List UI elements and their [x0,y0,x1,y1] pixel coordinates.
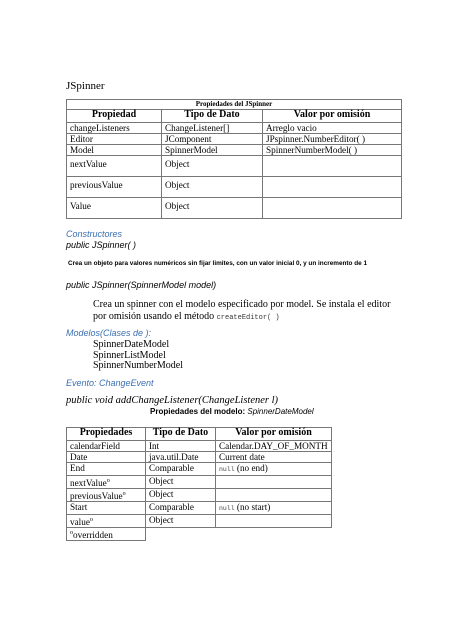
column-header: Valor por omisión [263,110,402,123]
table-cell [216,502,332,515]
table-cell: SpinnerModel [162,145,263,156]
column-header: Tipo de Dato [146,428,216,441]
table-cell: Object [162,156,263,177]
table-row [67,502,332,515]
table-cell: Object [146,489,216,502]
table-cell: Start [67,502,146,515]
table-row [67,441,332,452]
table-cell [67,476,146,489]
table-cell: Calendar.DAY_OF_MONTH [216,441,332,452]
table-row [67,198,402,219]
table-cell: java.util.Date [146,452,216,463]
table-cell: calendarField [67,441,146,452]
table-row [67,463,332,476]
constructor-description [93,299,403,324]
page-title: JSpinner [66,80,105,92]
value-text: (no start) [234,502,271,513]
table-cell: Int [146,441,216,452]
table-cell: JPspinner.NumberEditor( ) [263,134,402,145]
column-header: Valor por omisión [216,428,332,441]
constructors-heading: Constructores [66,229,123,239]
table-row [67,177,402,198]
event-method-signature: public void addChangeListener(ChangeListener l) [66,395,279,406]
table-row [67,515,332,528]
column-header: Tipo de Dato [162,110,263,123]
table-cell: Object [162,198,263,219]
overridden-marker: o [122,491,126,498]
table-cell: Date [67,452,146,463]
code-snippet: null [219,466,235,473]
table-cell [216,515,332,528]
table-row [67,489,332,502]
table-cell: Comparable [146,502,216,515]
table-cell [67,515,146,528]
prop-name: nextValue [70,478,107,489]
list-item: SpinnerDateModel [93,339,170,350]
model-table-caption [150,407,314,416]
table-cell: Current date [216,452,332,463]
table-cell: Object [162,177,263,198]
table-cell: previousValue [67,177,162,198]
constructor-signature: public JSpinner(SpinnerModel model) [66,280,217,290]
table-cell [263,198,402,219]
empty-cell [216,528,332,541]
table-cell [67,489,146,502]
table-cell: End [67,463,146,476]
table-cell: Object [146,515,216,528]
caption-prefix: Propiedades del modelo: [150,407,248,416]
table-row [67,476,332,489]
value-text: (no end) [234,463,268,473]
table-row [67,123,402,134]
footnote-marker: o [70,530,73,537]
table-cell [216,463,332,476]
table-cell: ChangeListener[] [162,123,263,134]
table-cell: nextValue [67,156,162,177]
code-snippet: null [219,505,235,513]
overridden-marker: o [89,517,93,524]
empty-cell [146,528,216,541]
table-cell [263,177,402,198]
models-list [93,340,183,372]
code-snippet: createEditor( ) [216,314,280,322]
table-cell: Object [146,476,216,489]
models-heading: Modelos(Clases de ): [66,328,152,338]
table-cell: JComponent [162,134,263,145]
table-cell: Value [67,198,162,219]
list-item: SpinnerListModel [93,349,166,361]
description-text: Crea un spinner con el modelo especificado por model. Se instala el editor por omisión usando el método [93,299,391,322]
prop-name: value [70,517,90,528]
constructor-signature: public JSpinner( ) [66,240,137,250]
table-row [67,134,402,145]
table-row [67,156,402,177]
table-cell: Editor [67,134,162,145]
list-item: SpinnerNumberModel [93,360,183,371]
overridden-marker: o [106,478,110,484]
table-cell: SpinnerNumberModel( ) [263,145,402,156]
table-cell: Comparable [146,463,216,476]
column-header: Propiedades [67,428,146,441]
prop-name: previousValue [70,491,123,502]
table-cell [263,156,402,177]
constructor-description: Crea un objeto para valores numéricos sin fijar limites, con un valor inicial 0, y un incremento de 1 [68,260,368,267]
column-header: Propiedad [67,110,162,123]
caption-model-name: SpinnerDateModel [247,407,314,416]
table-cell [216,489,332,502]
spinnerdatemodel-properties-table [66,427,332,541]
jspinner-properties-table [66,99,402,219]
table-row [67,452,332,463]
table-row [67,145,402,156]
table-caption: Propiedades del JSpinner [67,100,402,110]
table-cell: Model [67,145,162,156]
table-cell [67,528,146,541]
table-cell: changeListeners [67,123,162,134]
table-cell [216,476,332,489]
table-row [67,528,332,541]
footnote-text: overridden [73,530,113,541]
event-heading: Evento: ChangeEvent [66,378,154,388]
table-cell: Arreglo vacio [263,123,402,134]
